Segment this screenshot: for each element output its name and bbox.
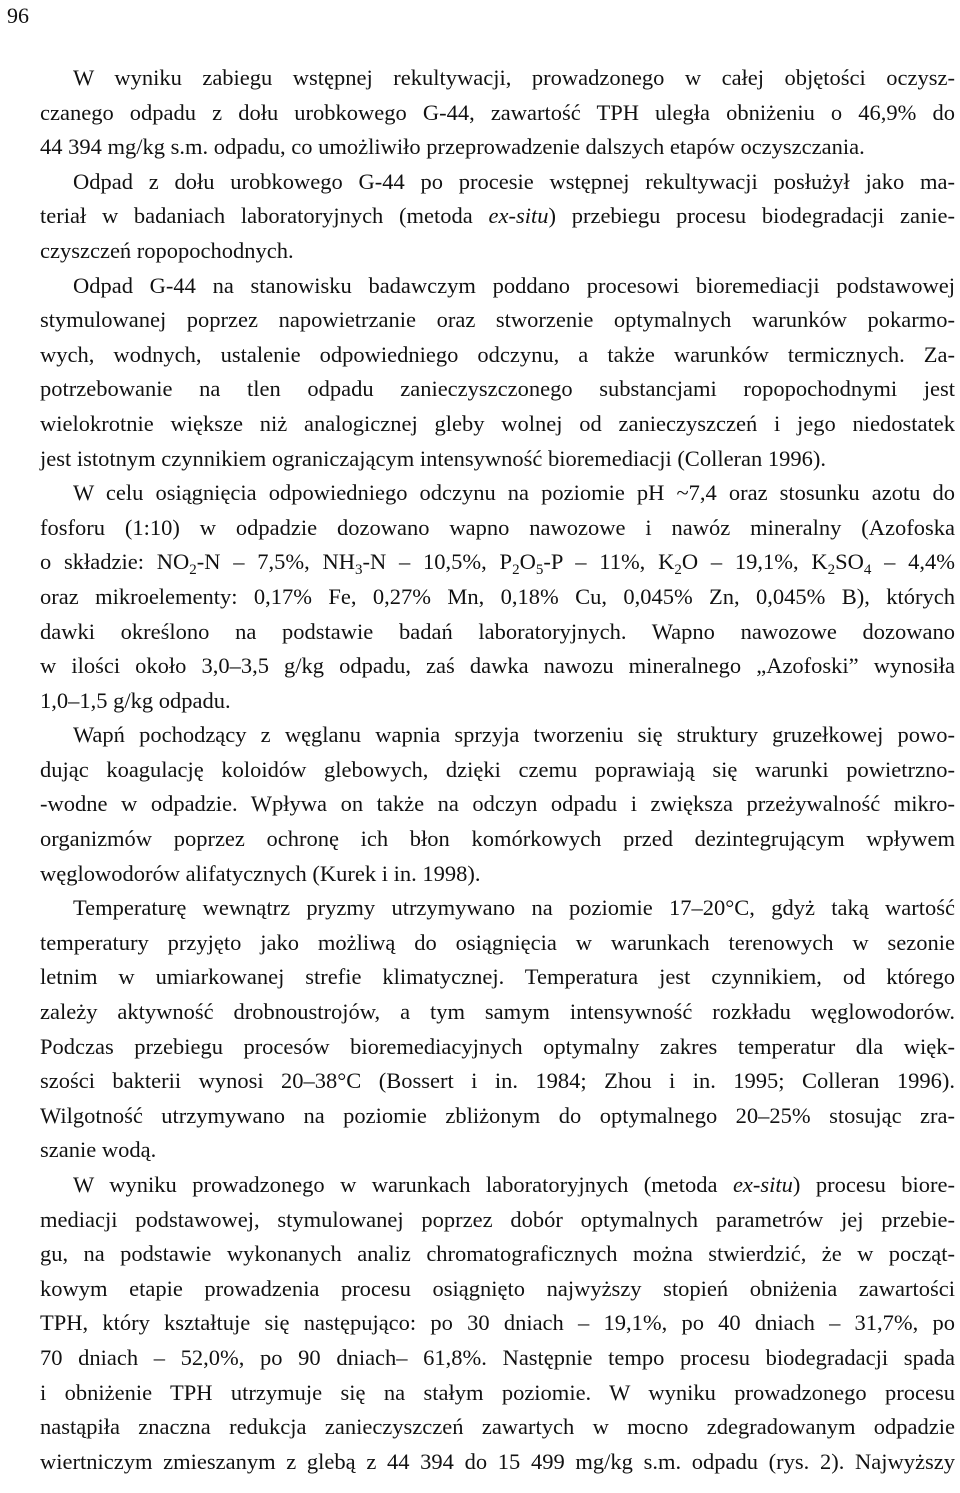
- body-text: [7, 61, 955, 1479]
- text-line: w ilości około 3,0–3,5 g/kg odpadu, zaś dawka nawozu mineralnego „Azofoski” wynosiła: [40, 653, 955, 679]
- paragraph: [7, 269, 955, 477]
- text-line: oraz mikroelementy: 0,17% Fe, 0,27% Mn, 0,18% Cu, 0,045% Zn, 0,045% B), których: [40, 583, 955, 609]
- text-line: TPH, który kształtuje się następująco: po 30 dniach – 19,1%, po 40 dniach – 31,7%, po: [40, 1310, 955, 1336]
- subscript: 2: [189, 562, 197, 579]
- text-line: [7, 1168, 955, 1203]
- text-line: węglowodorów alifatycznych (Kurek i in. 1998).: [40, 860, 481, 886]
- text-line: [7, 199, 955, 234]
- text-line: wiertniczym zmieszanym z glebą z 44 394 do 15 499 mg/kg s.m. odpadu (rys. 2). Najwyższy: [40, 1448, 955, 1474]
- text-segment: O: [519, 549, 536, 575]
- text-segment: teriał w badaniach laboratoryjnych (metoda: [40, 203, 489, 229]
- subscript: 3: [355, 562, 363, 579]
- text-line: dując koagulację koloidów glebowych, dzięki czemu poprawiają się warunki powietrzno-: [40, 756, 955, 782]
- italic-term: ex-situ: [732, 1172, 793, 1197]
- text-segment: -P – 11%, K: [543, 549, 675, 575]
- text-line: gu, na podstawie wykonanych analiz chromatograficznych można stwierdzić, że w począt-: [40, 1241, 955, 1267]
- formula-line: [7, 545, 955, 580]
- italic-term: ex-situ: [488, 203, 549, 229]
- text-line: Wilgotność utrzymywano na poziomie zbliżonym do optymalnego 20–25% stosując zra-: [40, 1102, 955, 1128]
- subscript: 2: [827, 562, 836, 579]
- text-line: zależy aktywność drobnoustrojów, a tym samym intensywność rozkładu węglowodorów.: [40, 999, 955, 1025]
- text-segment: -N – 10,5%, P: [362, 549, 513, 575]
- text-segment: -N – 7,5%, NH: [196, 549, 356, 575]
- text-line: -wodne w odpadzie. Wpływa on także na odczyn odpadu i zwiększa przeżywalność mikro-: [40, 791, 955, 817]
- paragraph: [7, 476, 955, 718]
- text-line: dawki określono na podstawie badań laboratoryjnych. Wapno nawozowe dozowano: [40, 618, 955, 644]
- text-line: Temperaturę wewnątrz pryzmy utrzymywano na poziomie 17–20°C, gdyż taką wartość: [73, 895, 955, 921]
- text-line: nastąpiła znaczna redukcja zanieczyszczeń zawartych w mocno zdegradowanym odpadzie: [40, 1414, 955, 1440]
- text-line: fosforu (1:10) w odpadzie dozowano wapno nawozowe i nawóz mineralny (Azofoska: [40, 514, 955, 540]
- text-line: wielokrotnie większe niż analogicznej gleby wolnej od zanieczyszczeń i jego niedostatek: [40, 410, 955, 436]
- paragraph: [7, 718, 955, 891]
- text-line: 1,0–1,5 g/kg odpadu.: [40, 687, 231, 713]
- subscript: 2: [512, 562, 520, 579]
- text-line: czanego odpadu z dołu urobkowego G-44, zawartość TPH uległa obniżeniu o 46,9% do: [40, 99, 955, 125]
- text-segment: ) procesu biore-: [792, 1172, 955, 1197]
- text-segment: W wyniku prowadzonego w warunkach laboratoryjnych (metoda: [73, 1172, 733, 1197]
- text-segment: SO: [835, 549, 864, 575]
- text-line: jest istotnym czynnikiem ograniczającym intensywność bioremediacji (Colleran 1996).: [40, 445, 827, 471]
- text-line: letnim w umiarkowanej strefie klimatycznej. Temperatura jest czynnikiem, od którego: [40, 964, 955, 990]
- text-line: 44 394 mg/kg s.m. odpadu, co umożliwiło przeprowadzenie dalszych etapów oczyszczania.: [40, 134, 865, 160]
- text-line: szanie wodą.: [40, 1137, 157, 1163]
- text-line: W celu osiągnięcia odpowiedniego odczynu na poziomie pH ~7,4 oraz stosunku azotu do: [73, 480, 955, 506]
- subscript: 4: [863, 562, 872, 579]
- text-line: czyszczeń ropopochodnych.: [40, 237, 294, 263]
- text-line: Odpad G-44 na stanowisku badawczym poddano procesowi bioremediacji podstawowej: [73, 272, 955, 298]
- paragraph: [7, 1168, 955, 1479]
- text-line: potrzebowanie na tlen odpadu zanieczyszczonego substancjami ropopochodnymi jest: [40, 376, 955, 402]
- text-line: szości bakterii wynosi 20–38°C (Bossert i in. 1984; Zhou i in. 1995; Colleran 1996).: [40, 1068, 955, 1094]
- text-line: W wyniku zabiegu wstępnej rekultywacji, prowadzonego w całej objętości oczysz-: [73, 65, 955, 90]
- subscript: 2: [674, 562, 682, 579]
- paragraph: [7, 61, 955, 165]
- paragraph: [7, 891, 955, 1168]
- text-segment: – 4,4%: [871, 549, 956, 575]
- text-line: 70 dniach – 52,0%, po 90 dniach– 61,8%. Następnie tempo procesu biodegradacji spada: [40, 1344, 955, 1370]
- text-line: stymulowanej poprzez napowietrzanie oraz stworzenie optymalnych warunków pokarmo-: [40, 307, 955, 333]
- text-line: Podczas przebiegu procesów bioremediacyjnych optymalny zakres temperatur dla więk-: [40, 1033, 955, 1059]
- text-line: Wapń pochodzący z węglanu wapnia sprzyja tworzeniu się struktury gruzełkowej powo-: [73, 722, 955, 748]
- text-line: i obniżenie TPH utrzymuje się na stałym poziomie. W wyniku prowadzonego procesu: [40, 1379, 955, 1405]
- text-line: temperatury przyjęto jako możliwą do osiągnięcia w warunkach terenowych w sezonie: [40, 929, 955, 955]
- paragraph: [7, 165, 955, 269]
- subscript: 5: [535, 562, 544, 579]
- page-number: 96: [7, 3, 29, 28]
- text-line: organizmów poprzez ochronę ich błon komórkowych przed dezintegrującym wpływem: [40, 826, 955, 852]
- text-line: Odpad z dołu urobkowego G-44 po procesie wstępnej rekultywacji posłużył jako ma-: [73, 168, 955, 194]
- text-segment: o składzie: NO: [40, 549, 190, 575]
- text-line: wych, wodnych, ustalenie odpowiedniego odczynu, a także warunków termicznych. Za-: [40, 341, 955, 367]
- text-segment: O – 19,1%, K: [681, 549, 828, 575]
- text-line: kowym etapie prowadzenia procesu osiągnięto najwyższy stopień obniżenia zawartości: [40, 1275, 955, 1301]
- text-line: mediacji podstawowej, stymulowanej poprzez dobór optymalnych parametrów jej przebie-: [40, 1206, 955, 1232]
- text-segment: ) przebiegu procesu biodegradacji zanie-: [548, 203, 955, 229]
